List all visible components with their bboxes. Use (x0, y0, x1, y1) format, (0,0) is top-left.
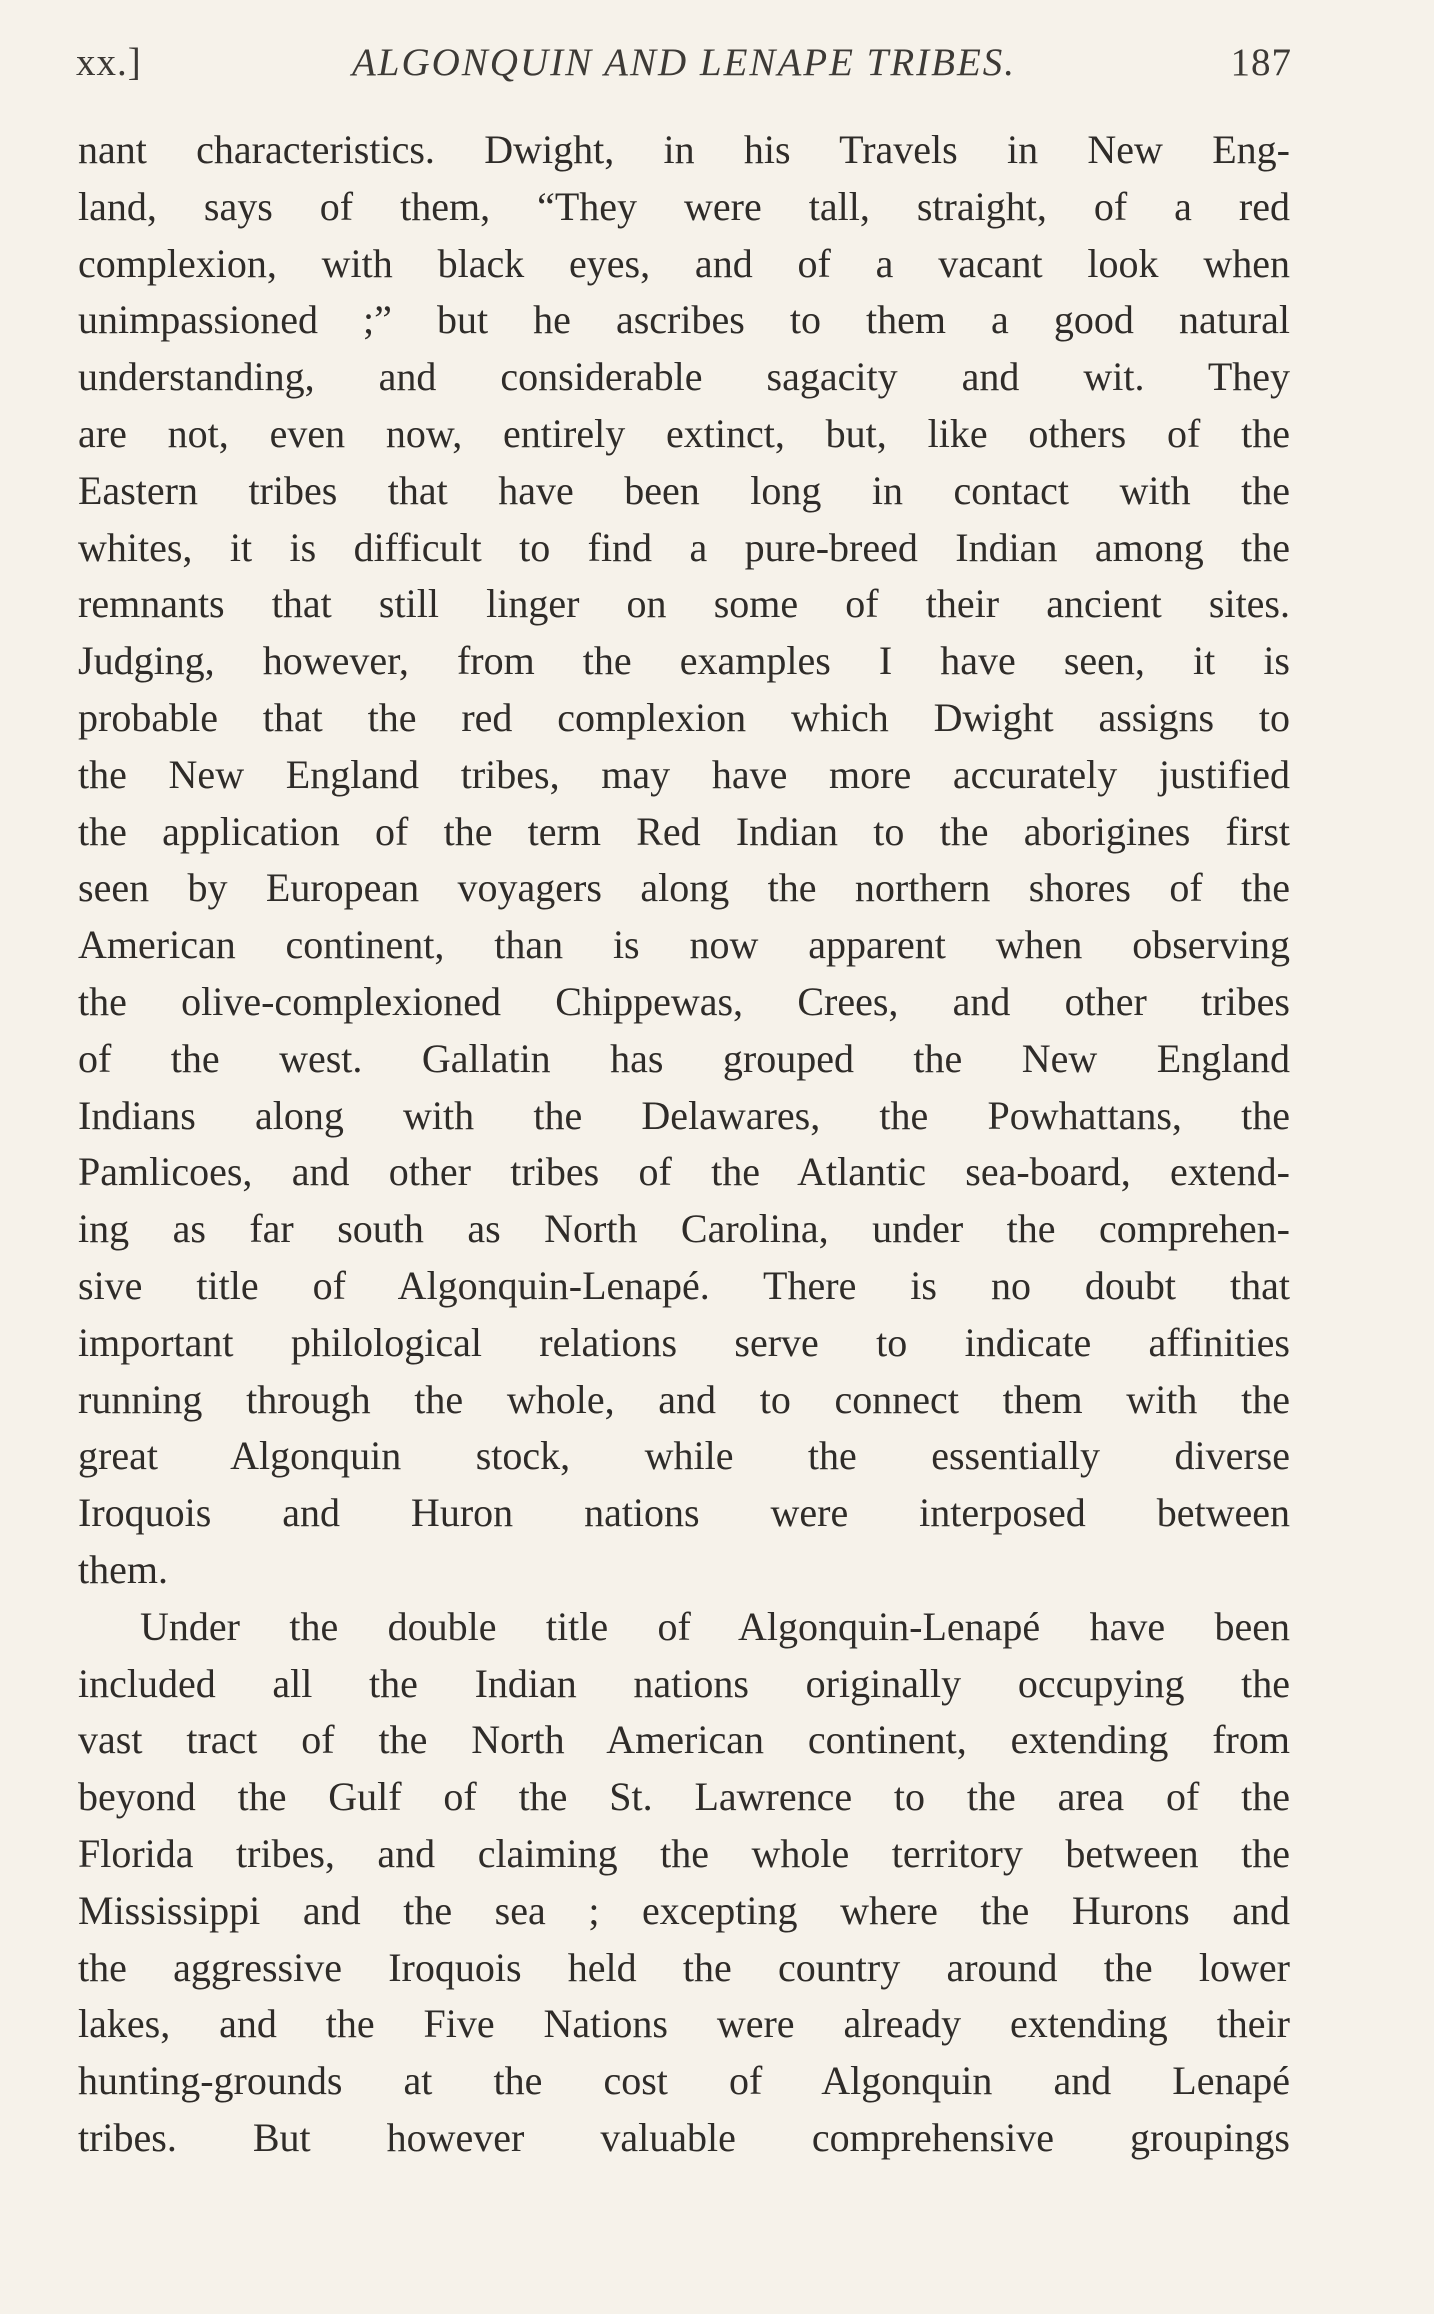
page-body-text (78, 122, 1290, 2167)
text-line: of the west. Gallatin has grouped the New England (78, 1035, 1290, 1081)
running-header (76, 40, 1292, 90)
text-line: Eastern tribes that have been long in contact with the (78, 467, 1290, 513)
text-line: nant characteristics. Dwight, in his Travels in New Eng- (78, 127, 1290, 172)
text-line: sive title of Algonquin-Lenapé. There is no doubt that (78, 1262, 1290, 1308)
text-line: included all the Indian nations originally occupying the (78, 1660, 1290, 1706)
text-line: them. (78, 1546, 168, 1592)
text-line: understanding, and considerable sagacity and wit. They (78, 354, 1290, 400)
text-line: Pamlicoes, and other tribes of the Atlantic sea-board, extend- (78, 1149, 1290, 1195)
text-line: seen by European voyagers along the northern shores of the (78, 865, 1290, 911)
text-line: lakes, and the Five Nations were already extending their (78, 2001, 1290, 2047)
text-line: Florida tribes, and claiming the whole territory between the (78, 1830, 1290, 1876)
section-marker: xx.] (76, 41, 142, 84)
page-number: 187 (1230, 41, 1292, 84)
text-line: unimpassioned ;” but he ascribes to them a good natural (78, 297, 1290, 343)
text-line: Judging, however, from the examples I have seen, it is (78, 638, 1290, 684)
text-line: land, says of them, “They were tall, straight, of a red (78, 183, 1290, 229)
text-line: the olive-complexioned Chippewas, Crees, and other tribes (78, 978, 1290, 1024)
paragraph-start-line: Under the double title of Algonquin-Lenapé have been (140, 1603, 1290, 1649)
text-line: tribes. But however valuable comprehensive groupings (78, 2114, 1290, 2160)
text-line: vast tract of the North American continent, extending from (78, 1717, 1290, 1763)
text-line: important philological relations serve to indicate affinities (78, 1319, 1290, 1365)
text-line: the application of the term Red Indian to the aborigines first (78, 808, 1290, 854)
text-line: hunting-grounds at the cost of Algonquin and Lenapé (78, 2058, 1290, 2104)
text-line: remnants that still linger on some of their ancient sites. (78, 581, 1290, 627)
text-line: are not, even now, entirely extinct, but, like others of the (78, 410, 1290, 456)
text-line: Mississippi and the sea ; excepting where the Hurons and (78, 1887, 1290, 1933)
running-title: ALGONQUIN AND LENAPE TRIBES. (351, 41, 1017, 84)
text-line: complexion, with black eyes, and of a vacant look when (78, 240, 1290, 286)
text-line: whites, it is difficult to find a pure-breed Indian among the (78, 524, 1290, 570)
text-line: Iroquois and Huron nations were interposed between (78, 1490, 1290, 1536)
text-line: the aggressive Iroquois held the country around the lower (78, 1944, 1290, 1990)
text-line: ing as far south as North Carolina, under the comprehen- (78, 1206, 1290, 1252)
text-line: probable that the red complexion which Dwight assigns to (78, 694, 1290, 740)
text-line: American continent, than is now apparent when observing (78, 922, 1290, 968)
text-line: running through the whole, and to connect them with the (78, 1376, 1290, 1422)
text-line: beyond the Gulf of the St. Lawrence to the area of the (78, 1774, 1290, 1820)
text-line: Indians along with the Delawares, the Powhattans, the (78, 1092, 1290, 1138)
text-line: the New England tribes, may have more accurately justified (78, 751, 1290, 797)
text-line: great Algonquin stock, while the essentially diverse (78, 1433, 1290, 1479)
